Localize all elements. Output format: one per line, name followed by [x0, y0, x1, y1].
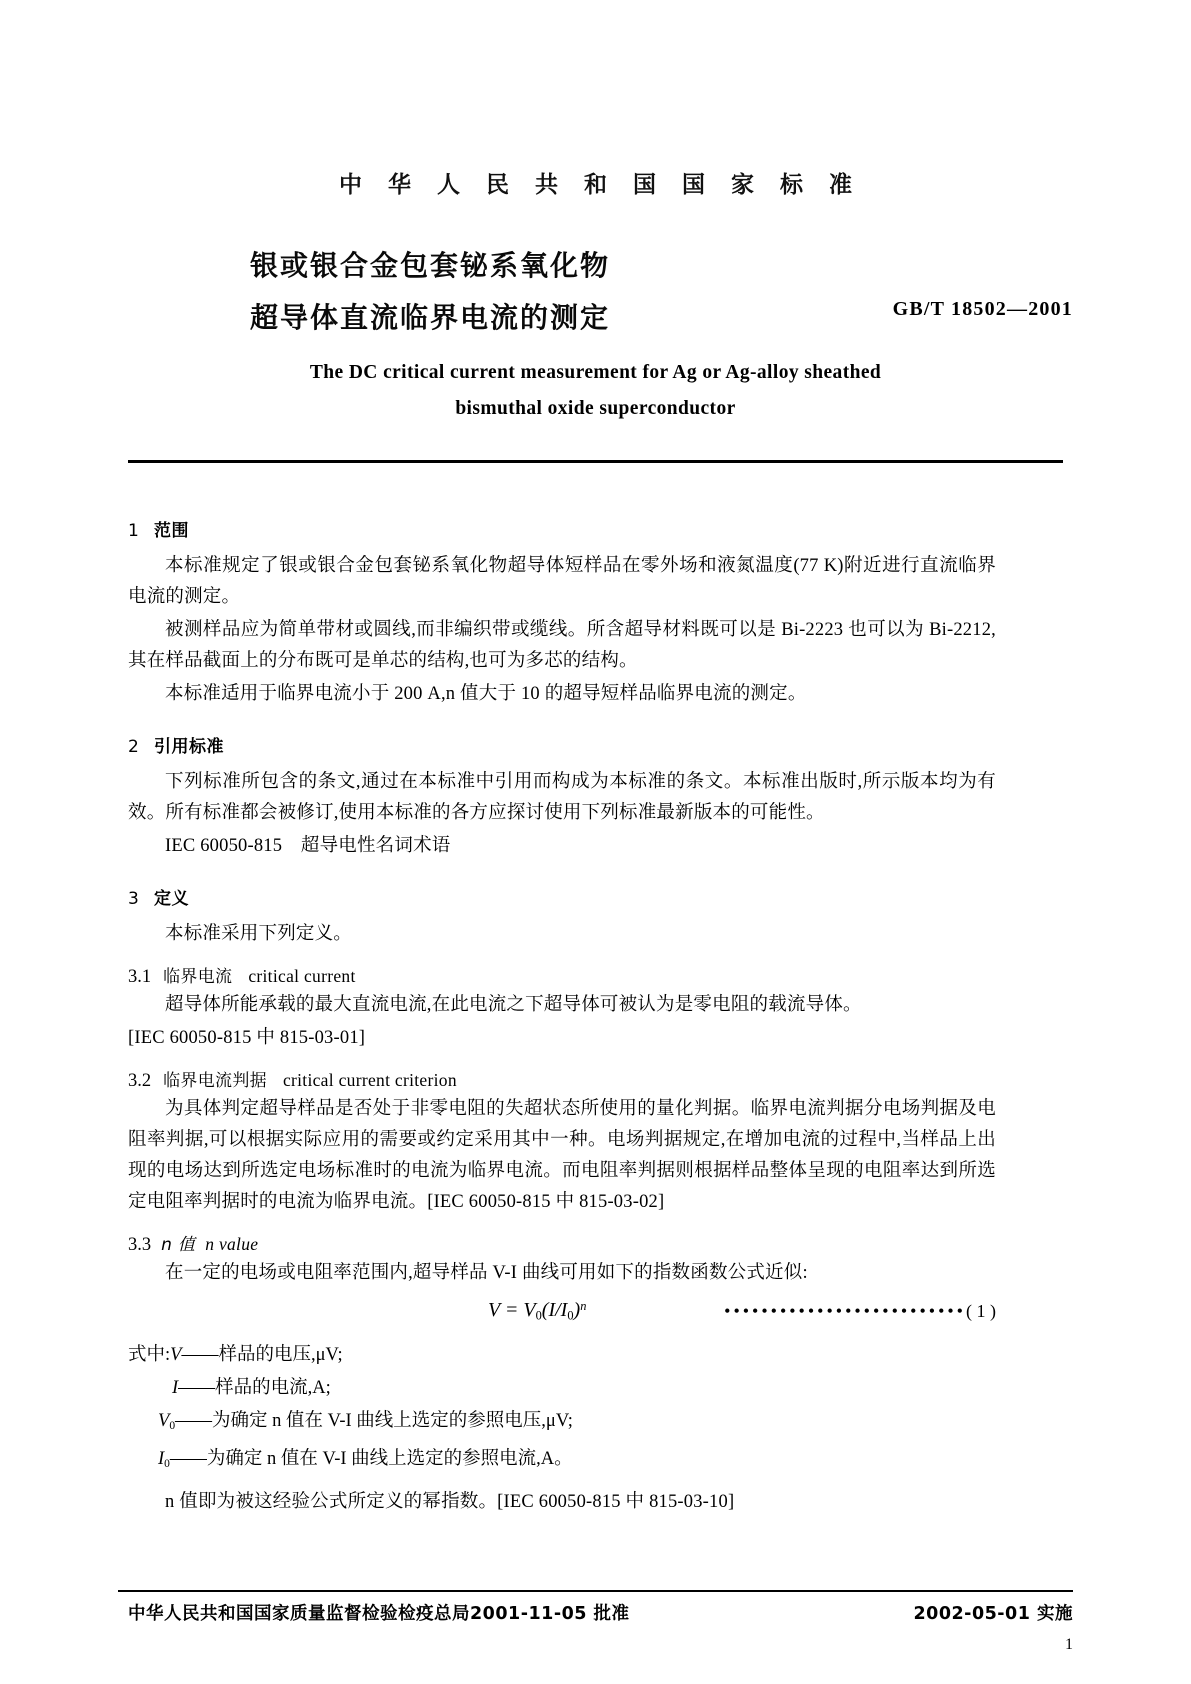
- section-heading-1: [128, 516, 996, 541]
- formula-rhs-sub: 0: [535, 1308, 542, 1323]
- section-number-1: 1: [128, 521, 140, 541]
- english-title-line-2: bismuthal oxide superconductor: [455, 398, 736, 419]
- formula-row: [128, 1299, 996, 1333]
- definition-term-en-3-1: critical current: [248, 966, 356, 986]
- definition-body-3-3: 在一定的电场或电阻率范围内,超导样品 V-I 曲线可用如下的指数函数公式近似:: [165, 1263, 808, 1283]
- section-heading-2: [128, 732, 996, 757]
- section-2-reference-1: IEC 60050-815 超导电性名词术语: [165, 836, 451, 856]
- english-title-line-1: The DC critical current measurement for Ag or Ag-alloy sheathed: [309, 362, 882, 383]
- variable-desc-v0: ——为确定 n 值在 V-I 曲线上选定的参照电压,μV;: [175, 1411, 573, 1431]
- english-title: [0, 355, 1191, 427]
- variable-desc-v: ——样品的电压,μV;: [181, 1345, 343, 1365]
- definition-number-3-1: 3.1: [128, 967, 152, 987]
- definition-number-3-3: 3.3: [128, 1235, 152, 1255]
- definition-term-en-3-3: n value: [205, 1234, 259, 1254]
- formula-equals: =: [504, 1299, 519, 1322]
- section-1-paragraph-1: 本标准规定了银或银合金包套铋系氧化物超导体短样品在零外场和液氮温度(77 K)附近进行直流临界电流的测定。: [128, 556, 996, 607]
- formula-closing-note: n 值即为被这经验公式所定义的幂指数。[IEC 60050-815 中 815-03-10]: [165, 1491, 735, 1512]
- footer-divider: [118, 1590, 1073, 1592]
- section-number-3: 3: [128, 889, 140, 909]
- definition-term-cn-3-2: 临界电流判据: [163, 1071, 267, 1091]
- formula-rhs-exponent: n: [580, 1299, 587, 1313]
- variable-symbol-i0: I: [158, 1448, 165, 1469]
- standard-number: GB/T 18502—2001: [892, 298, 1073, 320]
- page-number: 1: [1065, 1636, 1073, 1653]
- variable-symbol-i: I: [172, 1378, 179, 1398]
- definition-term-en-3-2: critical current criterion: [282, 1070, 457, 1090]
- document-title: [150, 240, 710, 344]
- definition-body-text-3-2: 为具体判定超导样品是否处于非零电阻的失超状态所使用的量化判据。临界电流判据分电场判据及电阻率判据,可以根据实际应用的需要或约定采用其中一种。电场判据规定,在增加电流的过程中,当样品上出现的电场达到所选定电场标准时的电流为临界电流。而电阻率判据则根据样品整体呈现的电阻率达到所选定电阻率判据时的电流为临界电流。: [128, 1099, 996, 1212]
- definition-reference-3-2: [IEC 60050-815 中 815-03-02]: [427, 1192, 665, 1212]
- definition-number-3-2: 3.2: [128, 1071, 152, 1091]
- definition-body-3-2: [128, 1094, 996, 1218]
- footer-implementation: 2002-05-01 实施: [913, 1604, 1073, 1624]
- formula-lhs: V: [488, 1299, 500, 1322]
- section-3-paragraph-1: 本标准采用下列定义。: [165, 924, 353, 944]
- definition-term-cn-3-3: n 值: [161, 1235, 196, 1255]
- definition-body-3-1: 超导体所能承载的最大直流电流,在此电流之下超导体可被认为是零电阻的载流导体。: [165, 995, 862, 1015]
- section-title-1: 范围: [154, 521, 189, 541]
- formula-rhs-paren: (I/I: [541, 1299, 568, 1322]
- variable-desc-i: ——样品的电流,A;: [178, 1378, 331, 1398]
- definition-heading-3-1: [128, 962, 996, 988]
- formula-rhs-sub2: 0: [567, 1308, 574, 1323]
- section-1-paragraph-2: 被测样品应为简单带材或圆线,而非编织带或缆线。所含超导材料既可以是 Bi-2223 也可以为 Bi-2212,其在样品截面上的分布既可是单芯的结构,也可为多芯的结构。: [128, 620, 996, 671]
- where-label: 式中:: [128, 1345, 171, 1365]
- formula-variable-row-2: [128, 1372, 996, 1405]
- section-2-paragraph-1: 下列标准所包含的条文,通过在本标准中引用而构成为本标准的条文。本标准出版时,所示版本均为有效。所有标准都会被修订,使用本标准的各方应探讨使用下列标准最新版本的可能性。: [128, 772, 996, 823]
- variable-subscript-i0: 0: [164, 1457, 170, 1470]
- formula-variable-row-4: [128, 1443, 996, 1481]
- masthead: [0, 166, 1191, 199]
- document-body: [128, 494, 996, 1520]
- masthead-title: 中 华 人 民 共 和 国 国 家 标 准: [338, 172, 862, 198]
- document-title-line-2: 超导体直流临界电流的测定: [249, 301, 610, 334]
- formula-expression: [488, 1299, 586, 1323]
- formula-variable-row-1: [128, 1339, 996, 1372]
- variable-symbol-v0: V: [158, 1411, 170, 1431]
- formula-rhs-base: V: [523, 1299, 536, 1322]
- definition-term-cn-3-1: 临界电流: [163, 967, 233, 987]
- definition-heading-3-2: [128, 1066, 996, 1092]
- formula-number: ( 1 ): [966, 1301, 996, 1321]
- variable-subscript-v0: 0: [169, 1419, 176, 1432]
- variable-desc-i0: ——为确定 n 值在 V-I 曲线上选定的参照电流,A。: [169, 1448, 573, 1469]
- formula-variable-list: [128, 1339, 996, 1481]
- document-title-line-1: 银或银合金包套铋系氧化物: [249, 249, 610, 282]
- variable-symbol-v: V: [170, 1345, 182, 1365]
- section-title-2: 引用标准: [154, 737, 224, 757]
- formula-leader-dots: ••••••••••••••••••••••••••: [724, 1301, 966, 1321]
- definition-reference-3-1: [IEC 60050-815 中 815-03-01]: [128, 1028, 366, 1048]
- header-divider: [128, 460, 1063, 463]
- formula-variable-row-3: [128, 1405, 996, 1443]
- section-heading-3: [128, 884, 996, 909]
- section-title-3: 定义: [154, 889, 189, 909]
- definition-heading-3-3: [128, 1230, 996, 1256]
- section-1-paragraph-3: 本标准适用于临界电流小于 200 A,n 值大于 10 的超导短样品临界电流的测定。: [165, 684, 807, 704]
- section-number-2: 2: [128, 737, 140, 757]
- footer-approval: 中华人民共和国国家质量监督检验检疫总局2001-11-05 批准: [128, 1604, 630, 1624]
- formula-rhs-close: ): [573, 1299, 581, 1322]
- formula-number-group: [724, 1301, 996, 1322]
- page-footer: [128, 1600, 1073, 1625]
